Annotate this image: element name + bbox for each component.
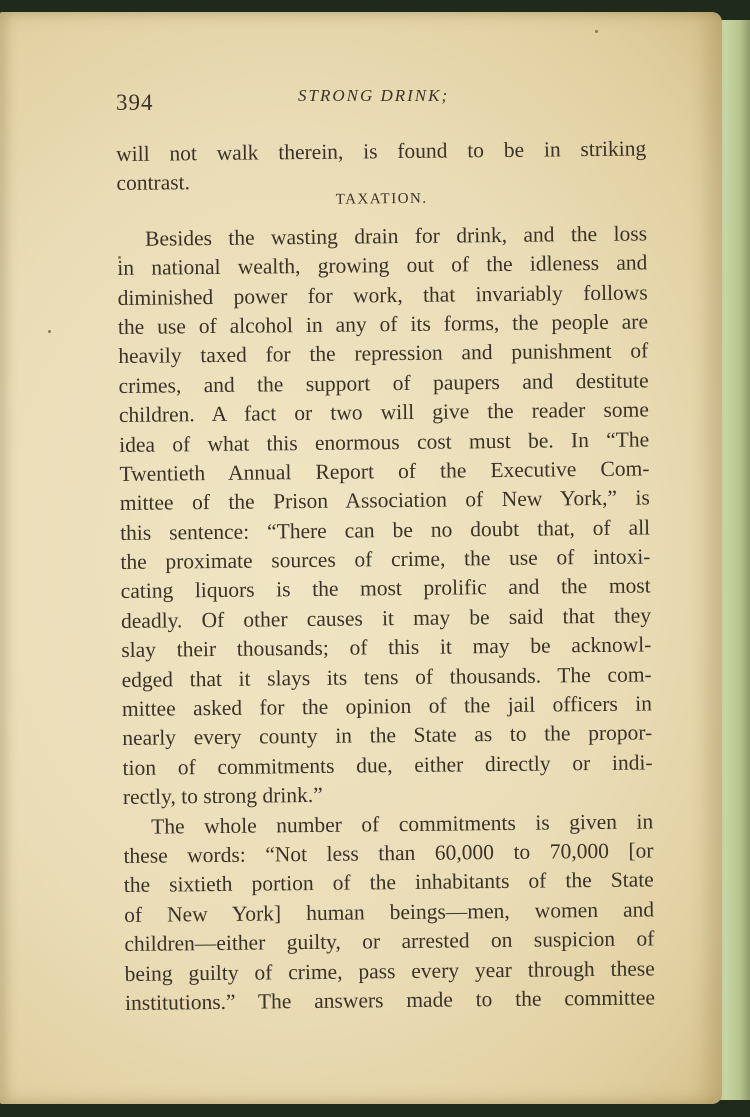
text-line: will not walk therein, is found to be in striking [116,136,647,166]
page-body [116,134,655,1018]
running-head: STRONG DRINK; [298,86,450,105]
section-heading: TAXATION. [335,190,428,208]
text-line: heavily taxed for the repression and punishment of [118,338,649,369]
text-line: cating liquors is the most prolific and the most [120,573,651,604]
text-line: diminished power for work, that invariably follows [117,280,648,310]
book-page [0,12,722,1104]
text-line: being guilty of crime, pass every year through these [124,955,655,986]
text-line: children—either guilty, or arrested on suspicion of [124,926,655,957]
text-line: Besides the wasting drain for drink, and the loss [144,221,648,251]
text-line: slay their thousands; of this it may be acknowl- [121,632,652,663]
text-line: of New York] human beings—men, women and [123,897,655,927]
text-line: children. A fact or two will give the reader some [118,397,649,428]
text-line: contrast. [116,170,191,196]
text-line: the sixtieth portion of the inhabitants of the State [123,867,654,898]
text-line: the proximate sources of crime, the use of intoxi- [120,544,651,575]
text-line: Twentieth Annual Report of the Executive Com- [119,456,650,486]
text-line: in national wealth, growing out of the idleness and [117,250,648,281]
text-line: mittee asked for the opinion of the jail officers in [121,691,653,721]
paper-speck [595,30,598,33]
text-line: these words: “Not less than 60,000 to 70,000 [or [123,838,654,868]
page-header [116,86,646,124]
text-line: institutions.” The answers made to the committee [124,985,656,1015]
text-line: crimes, and the support of paupers and destitute [118,368,649,398]
text-line: The whole number of commitments is given in [151,809,654,839]
text-line: idea of what this enormous cost must be. In “The [119,426,650,457]
text-line: mittee of the Prison Association of New York,” is [119,485,650,516]
text-line: rectly, to strong drink.” [122,783,323,810]
text-line: the use of alcohol in any of its forms, the people are [117,309,649,339]
text-line: deadly. Of other causes it may be said that they [120,603,652,633]
text-line: nearly every county in the State as to the propor- [122,720,653,751]
text-line: tion of commitments due, either directly or indi- [122,750,653,780]
page-number: 394 [116,90,154,115]
paper-speck [48,330,51,333]
text-line: this sentence: “There can be no doubt that, of all [119,515,651,545]
text-line: edged that it slays its tens of thousands. The com- [121,662,652,692]
